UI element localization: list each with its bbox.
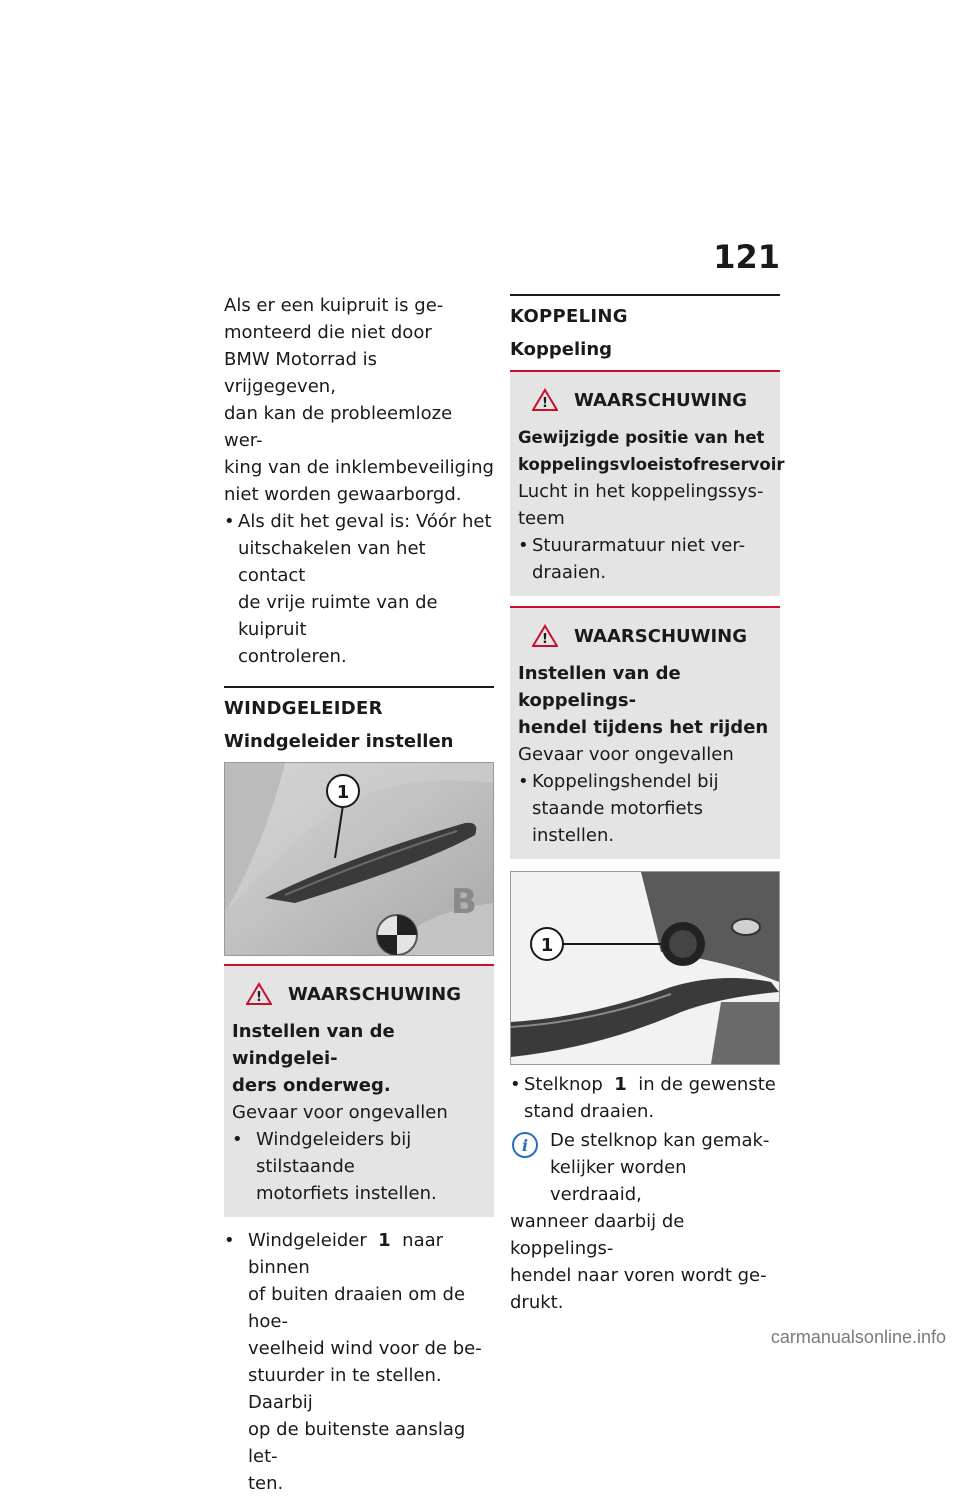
step-line: veelheid wind voor de be- [248, 1338, 482, 1359]
warning-header [518, 380, 772, 424]
windshield-deflector-figure [224, 762, 494, 956]
step-ref-number: 1 [378, 1230, 391, 1251]
svg-text:i: i [521, 1136, 529, 1155]
warning-box-reservoir [510, 370, 785, 596]
info-note [510, 1127, 780, 1316]
warning-title-line: Gewijzigde positie van het [518, 428, 765, 447]
section-rule [510, 294, 780, 296]
svg-text:!: ! [256, 990, 262, 1005]
bullet-line: • Stuurarmatuur niet ver- [532, 535, 746, 556]
warning-triangle-icon [532, 624, 558, 648]
step-text: Stelknop [524, 1074, 603, 1095]
clutch-lever-figure [510, 871, 780, 1065]
step-text: naar binnen [248, 1230, 444, 1278]
watermark: carmanualsonline.info [770, 1327, 946, 1347]
warning-text: Gevaar voor ongevallen [232, 1102, 448, 1123]
bullet-line: staande motorfiets instellen. [532, 798, 703, 846]
bullet-line: • Als dit het geval is: Vóór het [238, 511, 492, 532]
right-column [510, 292, 785, 1316]
warning-title-line: Instellen van de windgelei- [232, 1021, 395, 1069]
figure-callout-1: 1 [336, 782, 350, 803]
intro-line: niet worden gewaarborgd. [224, 484, 462, 505]
warning-box-koppelingshendel [510, 606, 780, 859]
section-title-koppeling: KOPPELING [510, 306, 628, 327]
warning-triangle-icon [532, 388, 558, 412]
step-line: op de buitenste aanslag let- [248, 1419, 466, 1467]
info-line: De stelknop kan gemak- [550, 1130, 770, 1151]
step-stelknop [510, 1071, 780, 1125]
bullet-line: • Koppelingshendel bij [532, 771, 719, 792]
warning-title-line: koppelingsvloeistofreservoir [518, 455, 785, 474]
warning-title [518, 660, 772, 741]
info-line: wanneer daarbij de koppelings- [510, 1211, 685, 1259]
info-line: drukt. [510, 1292, 564, 1313]
warning-bullet [232, 1126, 486, 1207]
section-title-windgeleider: WINDGELEIDER [224, 698, 383, 719]
subsection-title: Koppeling [510, 339, 613, 360]
intro-bullet [224, 508, 494, 670]
bullet-line: • Windgeleiders bij stilstaande [256, 1129, 412, 1177]
warning-text [518, 478, 772, 532]
warning-label: WAARSCHUWING [288, 983, 462, 1005]
warning-label: WAARSCHUWING [574, 625, 748, 647]
svg-text:B: B [451, 882, 477, 922]
warning-bullet [518, 532, 772, 586]
intro-line: Als er een kuipruit is ge- [224, 295, 444, 316]
section-rule [224, 686, 494, 688]
warning-label: WAARSCHUWING [574, 389, 748, 411]
warning-header [232, 974, 486, 1018]
bullet-line: de vrije ruimte van de kuipruit [238, 592, 438, 640]
intro-line: dan kan de probleemloze wer- [224, 403, 453, 451]
bullet-line: draaien. [532, 562, 607, 583]
warning-triangle-icon [246, 982, 272, 1006]
intro-line: monteerd die niet door [224, 322, 432, 343]
intro-line: king van de inklembeveiliging [224, 457, 494, 478]
warning-box-windgeleider [224, 964, 494, 1217]
info-icon [510, 1127, 550, 1208]
intro-line: BMW Motorrad is vrijgegeven, [224, 349, 378, 397]
left-column [224, 292, 494, 1497]
step-line: stand draaien. [524, 1101, 655, 1122]
step-line: of buiten draaien om de hoe- [248, 1284, 466, 1332]
svg-text:!: ! [542, 632, 548, 647]
info-lines [550, 1127, 780, 1208]
step-windgeleider [224, 1227, 494, 1497]
step-text: in de gewenste [638, 1074, 776, 1095]
warning-text-line: teem [518, 508, 565, 529]
warning-header [518, 616, 772, 660]
info-line: kelijker worden verdraaid, [550, 1157, 687, 1205]
bullet-line: controleren. [238, 646, 347, 667]
bullet-line: motorfiets instellen. [256, 1183, 437, 1204]
page-number: 121 [713, 238, 780, 276]
intro-paragraph [224, 292, 494, 508]
warning-text: Gevaar voor ongevallen [518, 744, 734, 765]
step-line: stuurder in te stellen. Daarbij [248, 1365, 442, 1413]
svg-text:!: ! [542, 396, 548, 411]
step-text: Windgeleider [248, 1230, 367, 1251]
warning-text-line: Lucht in het koppelingssys- [518, 481, 764, 502]
figure-callout-1: 1 [540, 935, 554, 956]
warning-title-line: hendel tijdens het rijden [518, 717, 769, 738]
info-note-row [510, 1127, 780, 1208]
warning-title-line: ders onderweg. [232, 1075, 391, 1096]
bullet-line: uitschakelen van het contact [238, 538, 426, 586]
warning-title-line: Instellen van de koppelings- [518, 663, 681, 711]
warning-title [232, 1018, 486, 1099]
step-ref-number: 1 [614, 1074, 627, 1095]
info-line: hendel naar voren wordt ge- [510, 1265, 767, 1286]
step-line: ten. [248, 1473, 284, 1494]
warning-bullet [518, 768, 772, 849]
warning-title [518, 424, 785, 478]
subsection-title: Windgeleider instellen [224, 731, 454, 752]
